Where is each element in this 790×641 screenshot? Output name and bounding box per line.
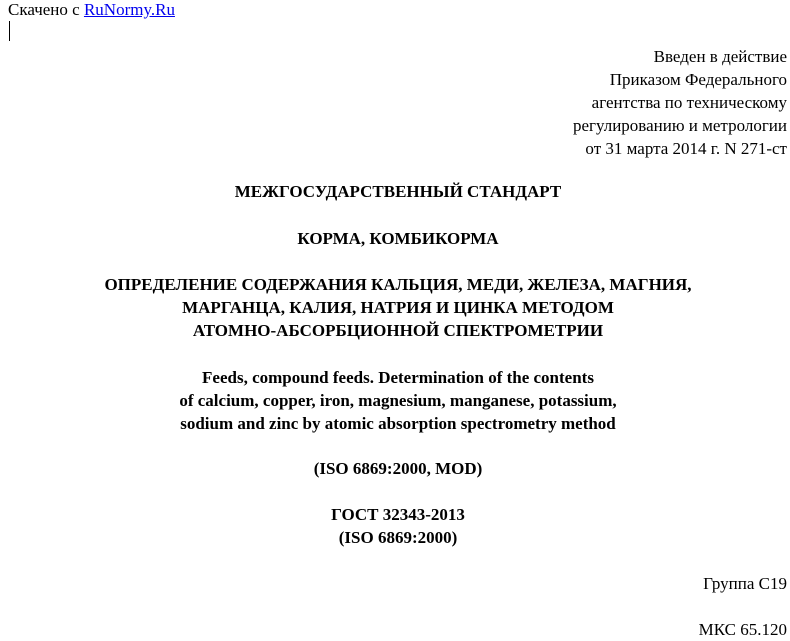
source-line <box>8 0 175 20</box>
title-en-line: of calcium, copper, iron, magnesium, manganese, potassium, <box>179 391 617 410</box>
title-ru <box>0 273 790 342</box>
gost-designation <box>0 503 790 549</box>
runormy-link[interactable]: RuNormy.Ru <box>83 0 175 19</box>
gost-number: ГОСТ 32343-2013 <box>331 505 465 524</box>
standard-type-text: МЕЖГОСУДАРСТВЕННЫЙ СТАНДАРТ <box>234 182 562 201</box>
text-cursor <box>9 21 10 41</box>
source-prefix: Скачено с <box>8 0 84 19</box>
subject-heading <box>0 227 790 250</box>
enactment-line: агентства по техническому <box>591 93 787 112</box>
title-en-line: sodium and zinc by atomic absorption spectrometry method <box>180 414 616 433</box>
mks-code: МКС 65.120 <box>698 620 787 639</box>
title-ru-line: АТОМНО-АБСОРБЦИОННОЙ СПЕКТРОМЕТРИИ <box>192 321 604 340</box>
enactment-line: Введен в действие <box>653 47 787 66</box>
iso-mod-text: (ISO 6869:2000, MOD) <box>313 459 483 478</box>
enactment-block <box>573 45 787 160</box>
subject-text: КОРМА, КОМБИКОРМА <box>297 229 499 248</box>
title-ru-line: МАРГАНЦА, КАЛИЯ, НАТРИЯ И ЦИНКА МЕТОДОМ <box>182 298 614 317</box>
enactment-line: от 31 марта 2014 г. N 271-ст <box>585 139 787 158</box>
standard-type <box>0 180 790 203</box>
title-ru-line: ОПРЕДЕЛЕНИЕ СОДЕРЖАНИЯ КАЛЬЦИЯ, МЕДИ, ЖЕЛЕЗА, МАГНИЯ, <box>104 275 692 294</box>
enactment-line: регулированию и метрологии <box>572 116 787 135</box>
enactment-line: Приказом Федерального <box>609 70 787 89</box>
title-en-line: Feeds, compound feeds. Determination of the contents <box>202 368 594 387</box>
iso-mod-reference <box>0 457 790 480</box>
title-en <box>0 366 790 435</box>
iso-reference: (ISO 6869:2000) <box>338 528 458 547</box>
group-code: Группа С19 <box>703 574 787 593</box>
